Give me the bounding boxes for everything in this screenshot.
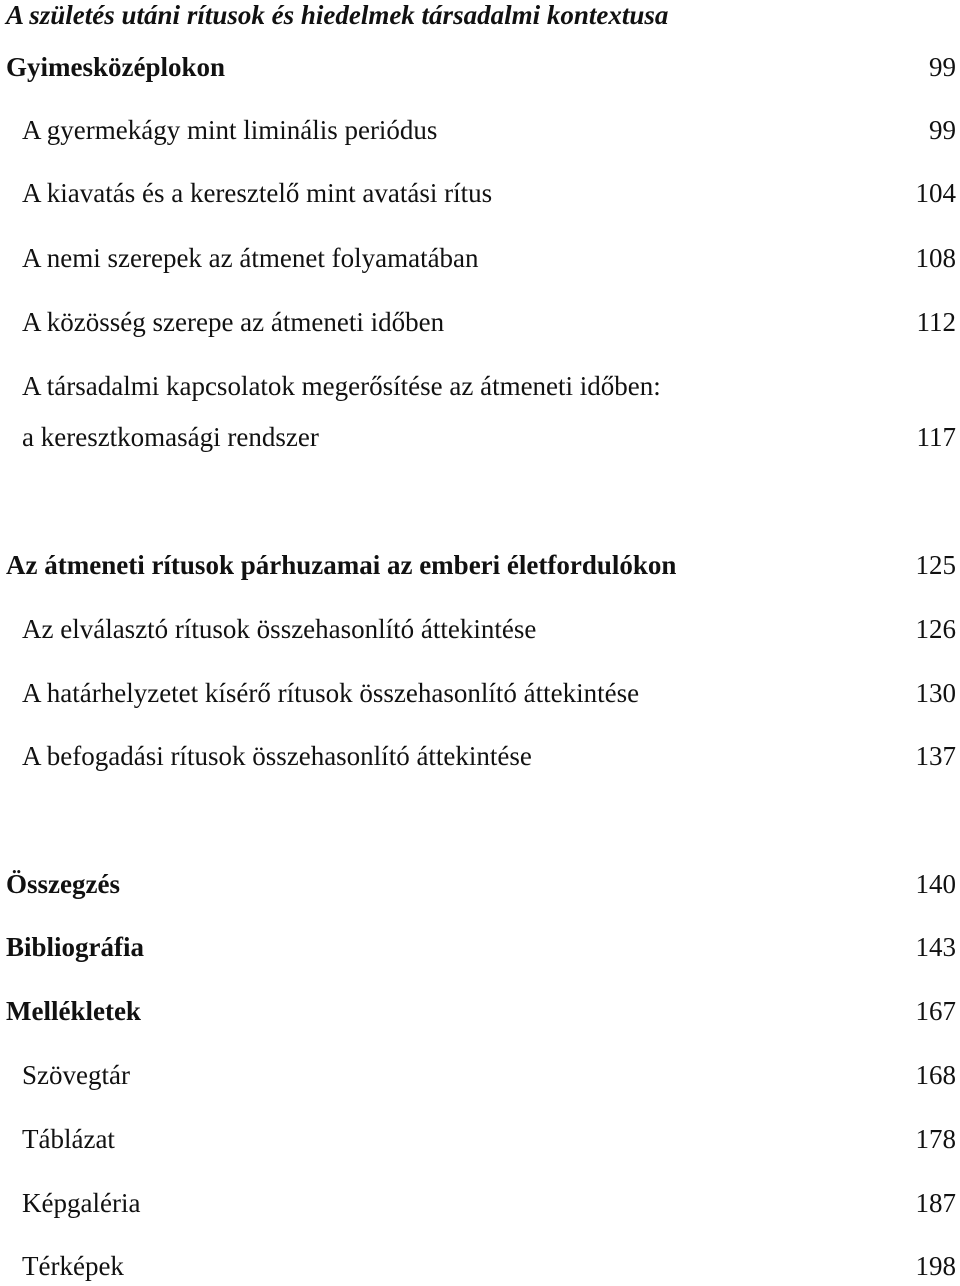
toc-entry-continued xyxy=(0,417,960,457)
toc-section-title: Mellékletek xyxy=(6,996,141,1026)
toc-entry-title: Táblázat xyxy=(22,1124,115,1154)
toc-page-number: 137 xyxy=(915,741,956,771)
toc-entry xyxy=(0,1119,960,1159)
toc-entry-title: A kiavatás és a keresztelő mint avatási rítus xyxy=(22,178,493,208)
toc-entry xyxy=(0,173,960,213)
toc-entry-title: Az elválasztó rítusok összehasonlító áttekintése xyxy=(22,614,537,644)
toc-page-number: 198 xyxy=(915,1251,956,1281)
toc-entry xyxy=(0,1183,960,1223)
toc-entry xyxy=(0,1055,960,1095)
toc-section-title: Összegzés xyxy=(6,869,120,899)
toc-entry-title: A nemi szerepek az átmenet folyamatában xyxy=(22,243,479,273)
toc-page-number: 112 xyxy=(916,307,956,337)
toc-entry-title: Szövegtár xyxy=(22,1060,130,1090)
toc-section xyxy=(0,991,960,1031)
toc-section xyxy=(0,545,960,585)
toc-page-number: 99 xyxy=(929,52,956,82)
toc-section xyxy=(0,864,960,904)
toc-entry-title: A gyermekágy mint liminális periódus xyxy=(22,115,438,145)
toc-section-title-continued: Gyimesközéplokon xyxy=(6,52,226,82)
toc-page-number: 140 xyxy=(915,869,956,899)
toc-entry-title: Térképek xyxy=(22,1251,124,1281)
toc-page-number: 117 xyxy=(916,422,956,452)
toc-page-number: 187 xyxy=(915,1188,956,1218)
toc-page-number: 125 xyxy=(915,550,956,580)
toc-page-number: 130 xyxy=(915,678,956,708)
toc-entry xyxy=(0,366,960,406)
toc-section-title: Az átmeneti rítusok párhuzamai az emberi életfordulókon xyxy=(6,550,677,580)
toc-section-title: A születés utáni rítusok és hiedelmek társadalmi kontextusa xyxy=(6,0,669,30)
toc-entry-title: A közösség szerepe az átmeneti időben xyxy=(22,307,445,337)
toc-page-number: 178 xyxy=(915,1124,956,1154)
toc-page-number: 126 xyxy=(915,614,956,644)
toc-page-number: 143 xyxy=(915,932,956,962)
toc-page-number: 167 xyxy=(915,996,956,1026)
toc-section-heading-line2 xyxy=(0,47,960,87)
toc-entry xyxy=(0,609,960,649)
toc-section xyxy=(0,927,960,967)
toc-page-number: 108 xyxy=(915,243,956,273)
toc-entry-title-continued: a keresztkomasági rendszer xyxy=(22,422,319,452)
toc-section-heading-line1 xyxy=(0,0,960,35)
toc-entry-title: A társadalmi kapcsolatok megerősítése az átmeneti időben: xyxy=(22,371,661,401)
toc-entry-title: Képgaléria xyxy=(22,1188,141,1218)
toc-entry xyxy=(0,1246,960,1286)
toc-entry xyxy=(0,238,960,278)
toc-entry-title: A befogadási rítusok összehasonlító áttekintése xyxy=(22,741,532,771)
toc-page-number: 104 xyxy=(915,178,956,208)
toc-entry-title: A határhelyzetet kísérő rítusok összehasonlító áttekintése xyxy=(22,678,640,708)
toc-entry xyxy=(0,302,960,342)
toc-entry xyxy=(0,673,960,713)
toc-page-number: 99 xyxy=(929,115,956,145)
toc-entry xyxy=(0,110,960,150)
toc-section-title: Bibliográfia xyxy=(6,932,145,962)
toc-entry xyxy=(0,736,960,776)
toc-page-number: 168 xyxy=(915,1060,956,1090)
